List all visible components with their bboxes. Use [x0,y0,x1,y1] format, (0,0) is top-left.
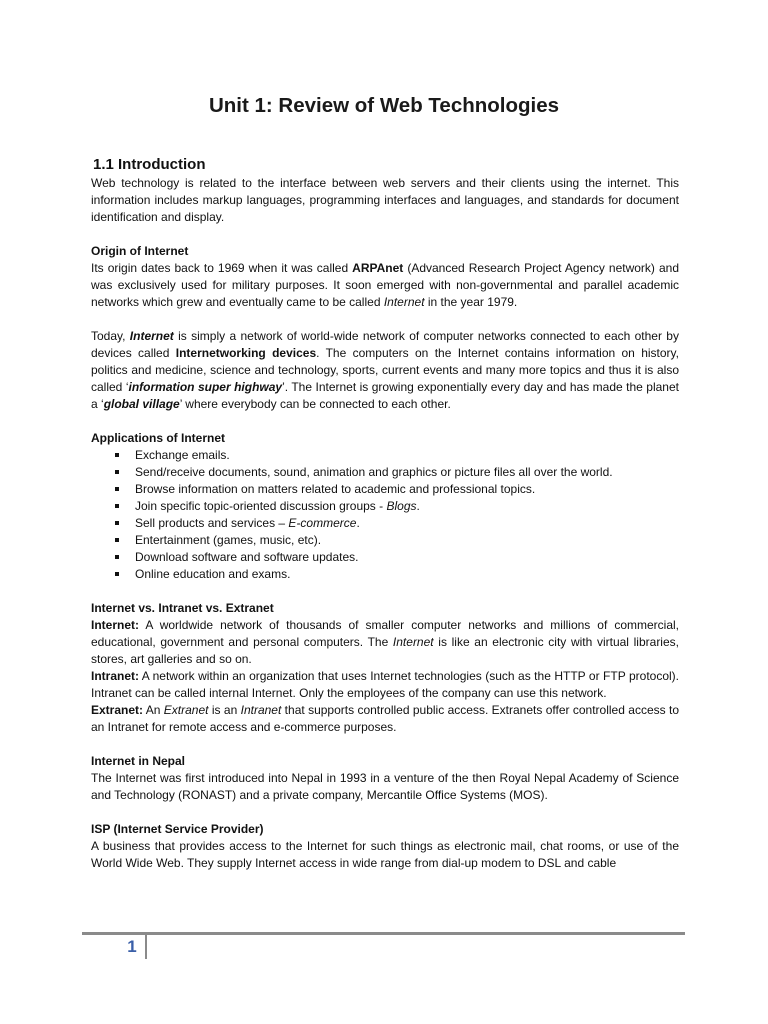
applications-heading: Applications of Internet [91,431,226,445]
isp-heading: ISP (Internet Service Provider) [91,822,264,836]
page-title: Unit 1: Review of Web Technologies [208,94,560,117]
intranet-definition: Intranet: A network within an organization that uses Internet technologies (such as the HTTP or FTP protocol). Intranet can be called internal Internet. Only the employees of the company can use this network. [91,669,679,700]
origin-heading: Origin of Internet [91,244,189,258]
footer-divider [82,932,685,935]
origin-paragraph-2: Today, Internet is simply a network of world-wide network of computer networks connected to each other by devices called Internetworking devices. The computers on the Internet contains information on history, politics and medicine, science and technology, sports, current events and many more topics and thus it is also called ‘information super highway’. The Internet is growing exponentially every day and has made the planet a ‘global village’ where everybody can be connected to each other. [91,329,679,411]
document-body [91,155,679,872]
page-number-separator [145,935,147,959]
list-item: Download software and software updates. [91,549,679,566]
list-item: Join specific topic-oriented discussion groups - Blogs. [91,498,679,515]
applications-list [91,447,679,583]
internet-definition: Internet: A worldwide network of thousands of smaller computer networks and millions of commercial, educational, government and personal computers. The Internet is like an electronic city with virtual libraries, stores, art galleries and so on. [91,618,679,666]
list-item: Browse information on matters related to academic and professional topics. [91,481,679,498]
intro-heading: 1.1 Introduction [93,156,206,173]
extranet-definition: Extranet: An Extranet is an Intranet that supports controlled public access. Extranets offer controlled access to an Intranet for remote access and e-commerce purposes. [91,703,679,734]
list-item: Online education and exams. [91,566,679,583]
internet-intranet-extranet-heading: Internet vs. Intranet vs. Extranet [91,601,274,615]
isp-paragraph: A business that provides access to the Internet for such things as electronic mail, chat rooms, or use of the World Wide Web. They supply Internet access in wide range from dial-up modem to DSL and cable [91,839,679,870]
origin-paragraph-1: Its origin dates back to 1969 when it was called ARPAnet (Advanced Research Project Agency network) and was exclusively used for military purposes. It soon emerged with non-governmental and parallel academic networks which grew and eventually came to be called Internet in the year 1979. [91,261,679,309]
intro-paragraph: Web technology is related to the interface between web servers and their clients using the internet. This information includes markup languages, programming interfaces and languages, and standards for document identification and display. [91,176,679,224]
nepal-paragraph: The Internet was first introduced into Nepal in 1993 in a venture of the then Royal Nepal Academy of Science and Technology (RONAST) and a private company, Mercantile Office Systems (MOS). [91,771,679,802]
list-item: Entertainment (games, music, etc). [91,532,679,549]
list-item: Exchange emails. [91,447,679,464]
nepal-heading: Internet in Nepal [91,754,186,768]
list-item: Sell products and services – E-commerce. [91,515,679,532]
list-item: Send/receive documents, sound, animation and graphics or picture files all over the world. [91,464,679,481]
page-number: 1 [127,937,137,956]
